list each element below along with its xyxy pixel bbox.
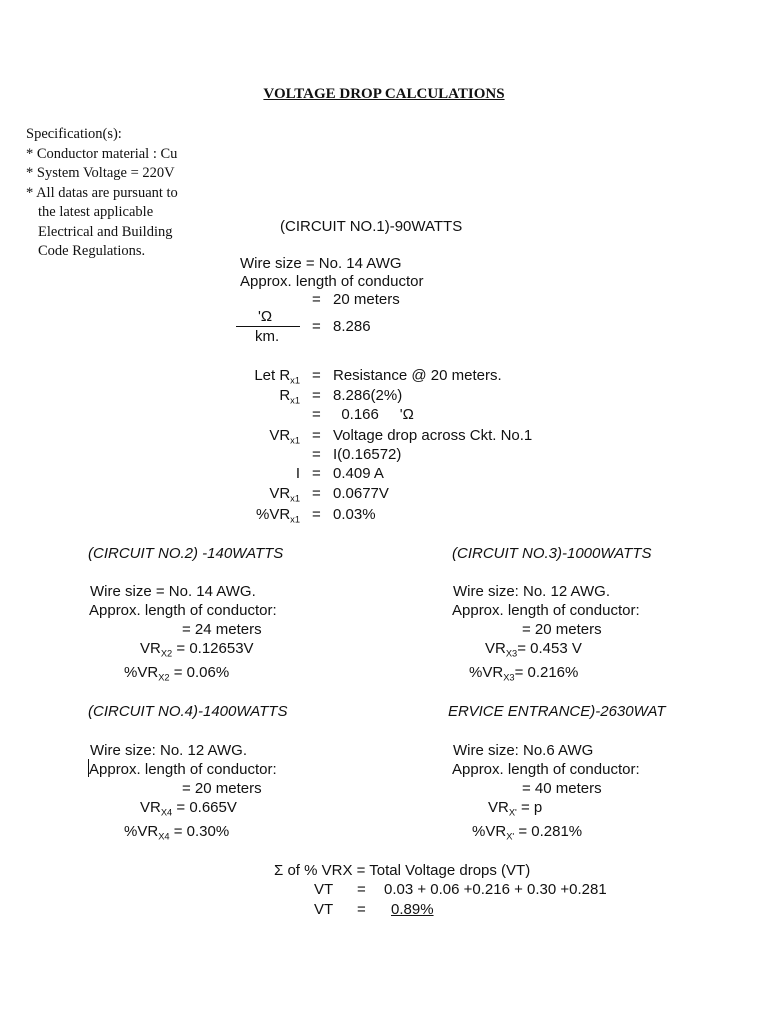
circuit-1-row-eq: =	[312, 485, 321, 502]
service-entrance-approx-length: Approx. length of conductor:	[452, 761, 640, 778]
circuit-1-row-eq: =	[312, 506, 321, 523]
circuit-1-row-label	[222, 465, 300, 483]
row-label-subscript: x1	[290, 395, 300, 406]
circuit-3-vr	[485, 640, 582, 658]
circuit-1-row-value: 8.286(2%)	[333, 387, 403, 404]
fraction-value: 8.286	[333, 318, 371, 335]
circuit-1-row-value: 0.0677V	[333, 485, 389, 502]
vr-subscript: X4	[160, 807, 173, 818]
percent-vr-label: %VR	[124, 823, 159, 840]
row-label-text: R	[279, 387, 291, 404]
circuit-4-title: (CIRCUIT NO.4)-1400WATTS	[88, 703, 288, 720]
circuit-1-row-label	[222, 427, 300, 445]
row-label-subscript: x1	[290, 493, 300, 504]
service-entrance-wire-size: Wire size: No.6 AWG	[453, 742, 594, 759]
percent-vr-value: = 0.06%	[169, 664, 230, 681]
service-entrance-vr	[488, 799, 542, 817]
vr-value: = p	[516, 799, 543, 816]
circuit-1-length-value: 20 meters	[333, 291, 400, 308]
circuit-1-row-label	[222, 485, 300, 503]
circuit-1-length-eq: =	[312, 291, 321, 308]
summary-sum: 0.03 + 0.06 +0.216 + 0.30 +0.281	[384, 881, 607, 898]
circuit-1-row-eq: =	[312, 406, 321, 423]
percent-vr-subscript: X'	[506, 831, 515, 842]
vr-subscript: X2	[160, 648, 173, 659]
circuit-3-title: (CIRCUIT NO.3)-1000WATTS	[452, 545, 652, 562]
circuit-1-row-eq: =	[312, 387, 321, 404]
spec-line: the latest applicable	[38, 204, 154, 220]
vr-subscript: X'	[508, 807, 517, 818]
spec-line: Code Regulations.	[38, 243, 146, 259]
circuit-3-length: = 20 meters	[522, 621, 602, 638]
summary-vt-label: VT	[314, 901, 334, 918]
summary-eq: =	[357, 881, 366, 898]
vr-label: VR	[140, 640, 161, 657]
service-entrance-title: ERVICE ENTRANCE)-2630WAT	[448, 703, 666, 720]
vr-value: = 0.665V	[172, 799, 237, 816]
circuit-1-row-value: 0.03%	[333, 506, 376, 523]
spec-heading: Specification(s):	[26, 126, 122, 142]
vr-value: = 0.453 V	[517, 640, 582, 657]
vr-subscript: X3	[505, 648, 518, 659]
circuit-1-row-value: 0.409 A	[333, 465, 384, 482]
circuit-1-row-label	[222, 387, 300, 405]
percent-vr-label: %VR	[469, 664, 504, 681]
percent-vr-subscript: X4	[158, 831, 170, 842]
row-label-text: Let R	[254, 367, 291, 384]
circuit-3-wire-size: Wire size: No. 12 AWG.	[453, 583, 610, 600]
page-title: VOLTAGE DROP CALCULATIONS	[263, 86, 505, 102]
vr-label: VR	[488, 799, 509, 816]
circuit-1-wire-size: Wire size = No. 14 AWG	[240, 255, 402, 272]
circuit-1-row-value: I(0.16572)	[333, 446, 402, 463]
circuit-1-row-value: Resistance @ 20 meters.	[333, 367, 502, 384]
vr-value: = 0.12653V	[172, 640, 254, 657]
circuit-1-row-eq: =	[312, 446, 321, 463]
circuit-1-row-eq: =	[312, 367, 321, 384]
circuit-4-approx-length: Approx. length of conductor:	[89, 761, 277, 778]
circuit-1-row-eq: =	[312, 465, 321, 482]
fraction-bar	[236, 326, 300, 327]
circuit-1-row-value: 0.166 'Ω	[333, 406, 414, 423]
spec-line: * System Voltage = 220V	[26, 165, 175, 181]
circuit-1-row-value: Voltage drop across Ckt. No.1	[333, 427, 533, 444]
row-label-text: VR	[269, 427, 291, 444]
summary-formula: Σ of % VRX = Total Voltage drops (VT)	[274, 862, 531, 879]
row-label-subscript: x1	[290, 435, 300, 446]
circuit-4-percent-vr	[124, 823, 229, 841]
circuit-3-approx-length: Approx. length of conductor:	[452, 602, 640, 619]
circuit-2-vr	[140, 640, 254, 658]
percent-vr-subscript: X2	[158, 672, 170, 683]
circuit-2-length: = 24 meters	[182, 621, 262, 638]
percent-vr-label: %VR	[124, 664, 159, 681]
fraction-numerator: 'Ω	[258, 308, 273, 325]
circuit-4-length: = 20 meters	[182, 780, 262, 797]
service-entrance-percent-vr	[472, 823, 582, 841]
row-label-text: VR	[269, 485, 291, 502]
row-label-subscript: x1	[290, 375, 300, 386]
circuit-1-row-label	[222, 506, 300, 524]
vr-label: VR	[485, 640, 506, 657]
circuit-2-approx-length: Approx. length of conductor:	[89, 602, 277, 619]
circuit-1-row-eq: =	[312, 427, 321, 444]
row-label-text: %VR	[255, 506, 291, 523]
circuit-3-percent-vr	[469, 664, 578, 682]
specifications-block	[26, 125, 178, 262]
circuit-1-approx-length: Approx. length of conductor	[240, 273, 424, 290]
vr-label: VR	[140, 799, 161, 816]
summary-vt-label: VT	[314, 881, 334, 898]
fraction-denominator: km.	[255, 328, 280, 345]
circuit-2-percent-vr	[124, 664, 229, 682]
percent-vr-value: = 0.30%	[169, 823, 230, 840]
circuit-1-row-label	[222, 367, 300, 385]
summary-total: 0.89%	[391, 901, 434, 918]
percent-vr-subscript: X3	[503, 672, 515, 683]
fraction-eq: =	[312, 318, 321, 335]
percent-vr-label: %VR	[472, 823, 507, 840]
circuit-2-title: (CIRCUIT NO.2) -140WATTS	[88, 545, 284, 562]
circuit-2-wire-size: Wire size = No. 14 AWG.	[90, 583, 256, 600]
row-label-text: I	[295, 465, 300, 482]
spec-line: * Conductor material : Cu	[26, 145, 178, 162]
spec-line: * All datas are pursuant to	[26, 184, 178, 201]
circuit-1-title: (CIRCUIT NO.1)-90WATTS	[280, 218, 463, 235]
percent-vr-value: = 0.216%	[514, 664, 579, 681]
percent-vr-value: = 0.281%	[514, 823, 583, 840]
row-label-subscript: x1	[290, 514, 300, 525]
summary-eq: =	[357, 901, 366, 918]
spec-line: Electrical and Building	[38, 223, 173, 240]
circuit-4-wire-size: Wire size: No. 12 AWG.	[90, 742, 247, 759]
service-entrance-length: = 40 meters	[522, 780, 602, 797]
circuit-4-vr	[140, 799, 237, 817]
